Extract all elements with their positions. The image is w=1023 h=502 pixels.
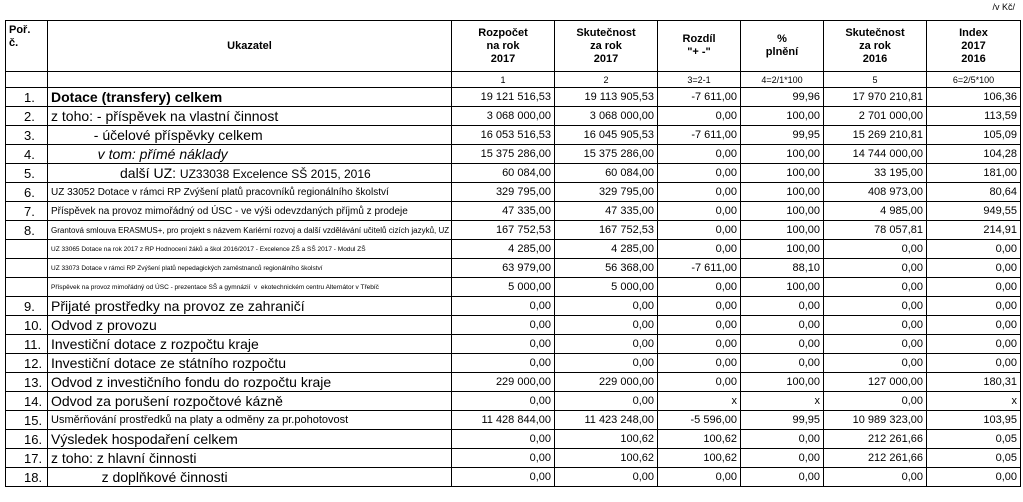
table-row [6, 411, 1021, 430]
header-row-no: Poř. č. [6, 21, 48, 72]
cell-value: 0,00 [658, 164, 741, 183]
cell-value: 0,00 [555, 354, 658, 373]
table-row [6, 202, 1021, 221]
cell-value: 19 121 516,53 [452, 88, 555, 107]
cell-value: 181,00 [927, 164, 1021, 183]
table-row [6, 354, 1021, 373]
row-label: - účelové příspěvky celkem [48, 126, 452, 145]
row-number: 11. [6, 335, 48, 354]
cell-value: 0,00 [452, 297, 555, 316]
cell-value: 0,00 [741, 354, 824, 373]
cell-value: 0,00 [452, 468, 555, 487]
cell-value: 0,00 [658, 278, 741, 297]
row-label: Investiční dotace z rozpočtu kraje [48, 335, 452, 354]
cell-value: 127 000,00 [824, 373, 927, 392]
row-label: Odvod za porušení rozpočtové kázně [48, 392, 452, 411]
row-number: 16. [6, 430, 48, 449]
row-number [6, 259, 48, 278]
cell-value: 0,00 [658, 202, 741, 221]
row-number: 9. [6, 297, 48, 316]
table-row [6, 430, 1021, 449]
table-row [6, 259, 1021, 278]
table-row [6, 221, 1021, 240]
row-number: 14. [6, 392, 48, 411]
cell-value: -5 596,00 [658, 411, 741, 430]
cell-value: 80,64 [927, 183, 1021, 202]
cell-value: 0,00 [824, 468, 927, 487]
cell-value: 5 000,00 [452, 278, 555, 297]
row-label: Usměrňování prostředků na platy a odměny za pr.pohotovost [48, 411, 452, 430]
cell-value: 17 970 210,81 [824, 88, 927, 107]
cell-value: 2 701 000,00 [824, 107, 927, 126]
cell-value: 0,00 [452, 354, 555, 373]
subheader-num: 1 [452, 72, 555, 88]
cell-value: 167 752,53 [452, 221, 555, 240]
report-table [5, 20, 1021, 487]
row-number: 15. [6, 411, 48, 430]
cell-value: 15 375 286,00 [452, 145, 555, 164]
cell-value: 88,10 [741, 259, 824, 278]
cell-value: 19 113 905,53 [555, 88, 658, 107]
cell-value: 16 053 516,53 [452, 126, 555, 145]
subheader-num: 5 [824, 72, 927, 88]
row-label: UZ 33065 Dotace na rok 2017 z RP Hodnocení žáků a škol 2016/2017 - Excelence ZŠ a SŠ 2017 - Modul ZŠ [48, 240, 452, 259]
row-number: 12. [6, 354, 48, 373]
cell-value: 0,00 [452, 392, 555, 411]
cell-value: 0,05 [927, 449, 1021, 468]
subheader-num: 6=2/5*100 [927, 72, 1021, 88]
cell-value: 0,00 [824, 316, 927, 335]
cell-value: 11 423 248,00 [555, 411, 658, 430]
row-label: UZ 33052 Dotace v rámci RP Zvýšení platů pracovníků regionálního školství [48, 183, 452, 202]
cell-value: x [741, 392, 824, 411]
cell-value: 0,00 [555, 335, 658, 354]
row-label: v tom: přímé náklady [48, 145, 452, 164]
cell-value: 100,00 [741, 107, 824, 126]
cell-value: 229 000,00 [555, 373, 658, 392]
cell-value: -7 611,00 [658, 88, 741, 107]
row-number: 1. [6, 88, 48, 107]
cell-value: 100,00 [741, 164, 824, 183]
cell-value: 99,95 [741, 411, 824, 430]
cell-value: 0,00 [927, 259, 1021, 278]
cell-value: 0,00 [824, 240, 927, 259]
cell-value: 0,00 [658, 373, 741, 392]
cell-value: 0,00 [927, 278, 1021, 297]
cell-value: 14 744 000,00 [824, 145, 927, 164]
cell-value: 0,00 [927, 354, 1021, 373]
table-row [6, 278, 1021, 297]
cell-value: 0,05 [927, 430, 1021, 449]
row-number: 10. [6, 316, 48, 335]
cell-value: -7 611,00 [658, 126, 741, 145]
cell-value: 3 068 000,00 [452, 107, 555, 126]
cell-value: 0,00 [658, 335, 741, 354]
cell-value: 47 335,00 [555, 202, 658, 221]
row-number [6, 240, 48, 259]
row-label: z toho: z hlavní činnosti [48, 449, 452, 468]
cell-value: 100,00 [741, 221, 824, 240]
cell-value: 212 261,66 [824, 449, 927, 468]
cell-value: 0,00 [741, 468, 824, 487]
cell-value: 78 057,81 [824, 221, 927, 240]
table-row [6, 126, 1021, 145]
cell-value: 0,00 [555, 392, 658, 411]
table-row [6, 297, 1021, 316]
row-number: 3. [6, 126, 48, 145]
cell-value: 5 000,00 [555, 278, 658, 297]
cell-value: 0,00 [658, 297, 741, 316]
cell-value: 0,00 [658, 221, 741, 240]
row-label: Odvod z provozu [48, 316, 452, 335]
cell-value: 100,62 [658, 449, 741, 468]
cell-value: 104,28 [927, 145, 1021, 164]
cell-value: 180,31 [927, 373, 1021, 392]
cell-value: 0,00 [452, 430, 555, 449]
row-label: z toho: - příspěvek na vlastní činnost [48, 107, 452, 126]
header-label: Ukazatel [48, 21, 452, 72]
cell-value: 100,00 [741, 183, 824, 202]
header-actual-2016: Skutečnost za rok 2016 [824, 21, 927, 72]
row-label: Příspěvek na provoz mimořádný od ÚSC - prezentace SŠ a gymnázií v ekotechnickém centru Alternátor v Třebíč [48, 278, 452, 297]
cell-value: 100,00 [741, 373, 824, 392]
row-number: 5. [6, 164, 48, 183]
cell-value: 4 985,00 [824, 202, 927, 221]
cell-value: 0,00 [452, 316, 555, 335]
cell-value: 0,00 [927, 335, 1021, 354]
row-number: 2. [6, 107, 48, 126]
cell-value: 100,00 [741, 202, 824, 221]
cell-value: 100,62 [555, 449, 658, 468]
cell-value: 16 045 905,53 [555, 126, 658, 145]
subheader-num: 2 [555, 72, 658, 88]
cell-value: 100,00 [741, 145, 824, 164]
table-row [6, 88, 1021, 107]
cell-value: 10 989 323,00 [824, 411, 927, 430]
table-row [6, 240, 1021, 259]
row-label-main: další UZ: [120, 165, 177, 181]
header-percent: % plnění [741, 21, 824, 72]
row-number: 17. [6, 449, 48, 468]
row-number [6, 278, 48, 297]
cell-value: 15 375 286,00 [555, 145, 658, 164]
table-row [6, 164, 1021, 183]
cell-value: 60 084,00 [452, 164, 555, 183]
cell-value: 63 979,00 [452, 259, 555, 278]
cell-value: 0,00 [824, 354, 927, 373]
cell-value: 0,00 [452, 335, 555, 354]
cell-value: 329 795,00 [555, 183, 658, 202]
row-number: 13. [6, 373, 48, 392]
subheader-empty [6, 72, 48, 88]
row-number: 4. [6, 145, 48, 164]
cell-value: 212 261,66 [824, 430, 927, 449]
row-number: 8. [6, 221, 48, 240]
cell-value: 99,95 [741, 126, 824, 145]
cell-value: 3 068 000,00 [555, 107, 658, 126]
cell-value: 0,00 [824, 297, 927, 316]
cell-value: 99,96 [741, 88, 824, 107]
cell-value: 0,00 [741, 335, 824, 354]
table-row [6, 316, 1021, 335]
table-row [6, 183, 1021, 202]
header-actual-2017: Skutečnost za rok 2017 [555, 21, 658, 72]
row-label: Odvod z investičního fondu do rozpočtu kraje [48, 373, 452, 392]
cell-value: 408 973,00 [824, 183, 927, 202]
cell-value: 0,00 [824, 278, 927, 297]
cell-value: 0,00 [658, 240, 741, 259]
cell-value: 0,00 [555, 297, 658, 316]
row-number: 18. [6, 468, 48, 487]
cell-value: 0,00 [658, 145, 741, 164]
cell-value: 329 795,00 [452, 183, 555, 202]
cell-value: 47 335,00 [452, 202, 555, 221]
cell-value: 4 285,00 [452, 240, 555, 259]
cell-value: 0,00 [452, 449, 555, 468]
subheader-empty [48, 72, 452, 88]
row-label: Grantová smlouva ERASMUS+, pro projekt s názvem Kariérní rozvoj a další vzdělávání učitelů cizích jazyků, UZ [48, 221, 452, 240]
cell-value: 0,00 [927, 297, 1021, 316]
cell-value: 56 368,00 [555, 259, 658, 278]
cell-value: 33 195,00 [824, 164, 927, 183]
row-label: Přijaté prostředky na provoz ze zahraničí [48, 297, 452, 316]
cell-value: 214,91 [927, 221, 1021, 240]
cell-value: x [927, 392, 1021, 411]
cell-value: 106,36 [927, 88, 1021, 107]
table-row [6, 373, 1021, 392]
cell-value: 100,00 [741, 278, 824, 297]
cell-value: 0,00 [555, 468, 658, 487]
cell-value: 100,62 [658, 430, 741, 449]
row-label: Výsledek hospodaření celkem [48, 430, 452, 449]
cell-value: 0,00 [741, 449, 824, 468]
cell-value: 0,00 [927, 240, 1021, 259]
unit-note: /v Kč/ [992, 2, 1015, 12]
cell-value: 0,00 [741, 316, 824, 335]
cell-value: 0,00 [658, 107, 741, 126]
cell-value: -7 611,00 [658, 259, 741, 278]
cell-value: 0,00 [824, 335, 927, 354]
table-row [6, 107, 1021, 126]
cell-value: 0,00 [555, 316, 658, 335]
cell-value: x [658, 392, 741, 411]
row-label: Příspěvek na provoz mimořádný od ÚSC - ve výši odevzdaných příjmů z prodeje [48, 202, 452, 221]
cell-value: 103,95 [927, 411, 1021, 430]
cell-value: 0,00 [927, 468, 1021, 487]
cell-value: 0,00 [658, 468, 741, 487]
cell-value: 11 428 844,00 [452, 411, 555, 430]
row-label: Investiční dotace ze státního rozpočtu [48, 354, 452, 373]
cell-value: 100,00 [741, 240, 824, 259]
row-label [48, 164, 452, 183]
cell-value: 100,62 [555, 430, 658, 449]
table-row [6, 468, 1021, 487]
cell-value: 0,00 [658, 354, 741, 373]
row-label: z doplňkové činnosti [48, 468, 452, 487]
cell-value: 60 084,00 [555, 164, 658, 183]
cell-value: 0,00 [824, 392, 927, 411]
header-difference: Rozdíl "+ -" [658, 21, 741, 72]
row-number: 7. [6, 202, 48, 221]
cell-value: 0,00 [741, 430, 824, 449]
cell-value: 113,59 [927, 107, 1021, 126]
cell-value: 0,00 [927, 316, 1021, 335]
table-row [6, 392, 1021, 411]
cell-value: 4 285,00 [555, 240, 658, 259]
row-label: Dotace (transfery) celkem [48, 88, 452, 107]
header-index: Index 2017 2016 [927, 21, 1021, 72]
row-label-detail: UZ33038 Excelence SŠ 2015, 2016 [179, 167, 371, 181]
cell-value: 0,00 [741, 297, 824, 316]
cell-value: 949,55 [927, 202, 1021, 221]
cell-value: 0,00 [658, 316, 741, 335]
row-number: 6. [6, 183, 48, 202]
subheader-num: 3=2-1 [658, 72, 741, 88]
cell-value: 229 000,00 [452, 373, 555, 392]
cell-value: 167 752,53 [555, 221, 658, 240]
cell-value: 0,00 [658, 183, 741, 202]
table-row [6, 335, 1021, 354]
header-budget: Rozpočet na rok 2017 [452, 21, 555, 72]
cell-value: 15 269 210,81 [824, 126, 927, 145]
row-label: UZ 33073 Dotace v rámci RP Zvýšení platů nepedagických zaměstnanců regionálního školství [48, 259, 452, 278]
subheader-num: 4=2/1*100 [741, 72, 824, 88]
table-row [6, 145, 1021, 164]
cell-value: 105,09 [927, 126, 1021, 145]
table-row [6, 449, 1021, 468]
cell-value: 0,00 [824, 259, 927, 278]
